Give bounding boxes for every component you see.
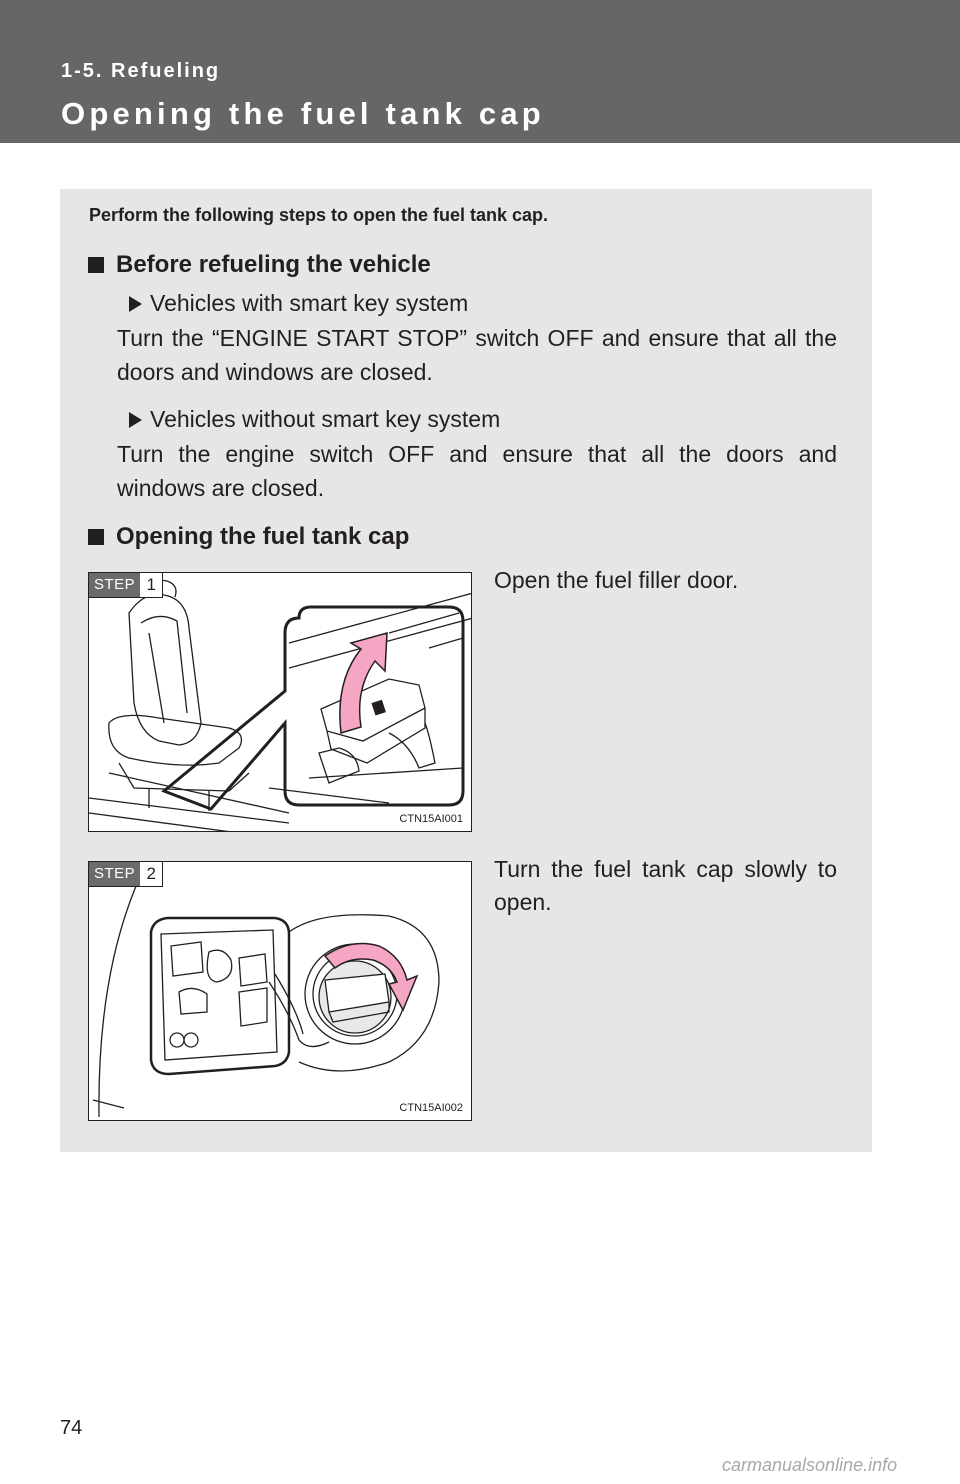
page-title: Opening the fuel tank cap	[61, 96, 545, 131]
intro-text: Perform the following steps to open the fuel tank cap.	[89, 205, 549, 225]
no-smart-key-text: Turn the engine switch OFF and ensure that all the doors and windows are closed.	[117, 441, 837, 501]
fuel-cap-illustration	[89, 862, 472, 1121]
fuel-door-opener-illustration	[89, 573, 472, 832]
step-1-text: Open the fuel filler door.	[494, 567, 739, 593]
step-word: STEP	[89, 862, 140, 886]
square-bullet-icon	[88, 529, 104, 545]
step-2-badge	[89, 862, 163, 887]
heading-before-refueling-label: Before refueling the vehicle	[116, 251, 431, 278]
bullet-smart-key	[117, 290, 468, 317]
section-label: 1-5. Refueling	[61, 60, 221, 82]
step-2-text: Turn the fuel tank cap slowly to open.	[494, 856, 837, 915]
step-1-badge	[89, 573, 163, 598]
square-bullet-icon	[88, 257, 104, 273]
heading-before-refueling	[88, 251, 431, 279]
figure-step-1	[88, 572, 472, 832]
figure-step-2	[88, 861, 472, 1121]
triangle-bullet-icon	[129, 412, 142, 428]
triangle-bullet-icon	[129, 296, 142, 312]
bullet-smart-key-label: Vehicles with smart key system	[150, 290, 469, 316]
watermark: carmanualsonline.info	[722, 1455, 898, 1475]
heading-opening-cap	[88, 523, 409, 551]
step-word: STEP	[89, 573, 140, 597]
figure-code: CTN15AI001	[399, 813, 463, 825]
step-number: 2	[140, 862, 162, 886]
step-number: 1	[140, 573, 162, 597]
bullet-no-smart-key-label: Vehicles without smart key system	[150, 406, 501, 432]
figure-code: CTN15AI002	[399, 1102, 463, 1114]
page-number: 74	[60, 1417, 83, 1439]
heading-opening-cap-label: Opening the fuel tank cap	[116, 523, 410, 550]
page-header	[0, 0, 960, 143]
smart-key-text: Turn the “ENGINE START STOP” switch OFF and ensure that all the doors and windows are closed.	[117, 325, 837, 385]
bullet-no-smart-key	[117, 406, 500, 433]
